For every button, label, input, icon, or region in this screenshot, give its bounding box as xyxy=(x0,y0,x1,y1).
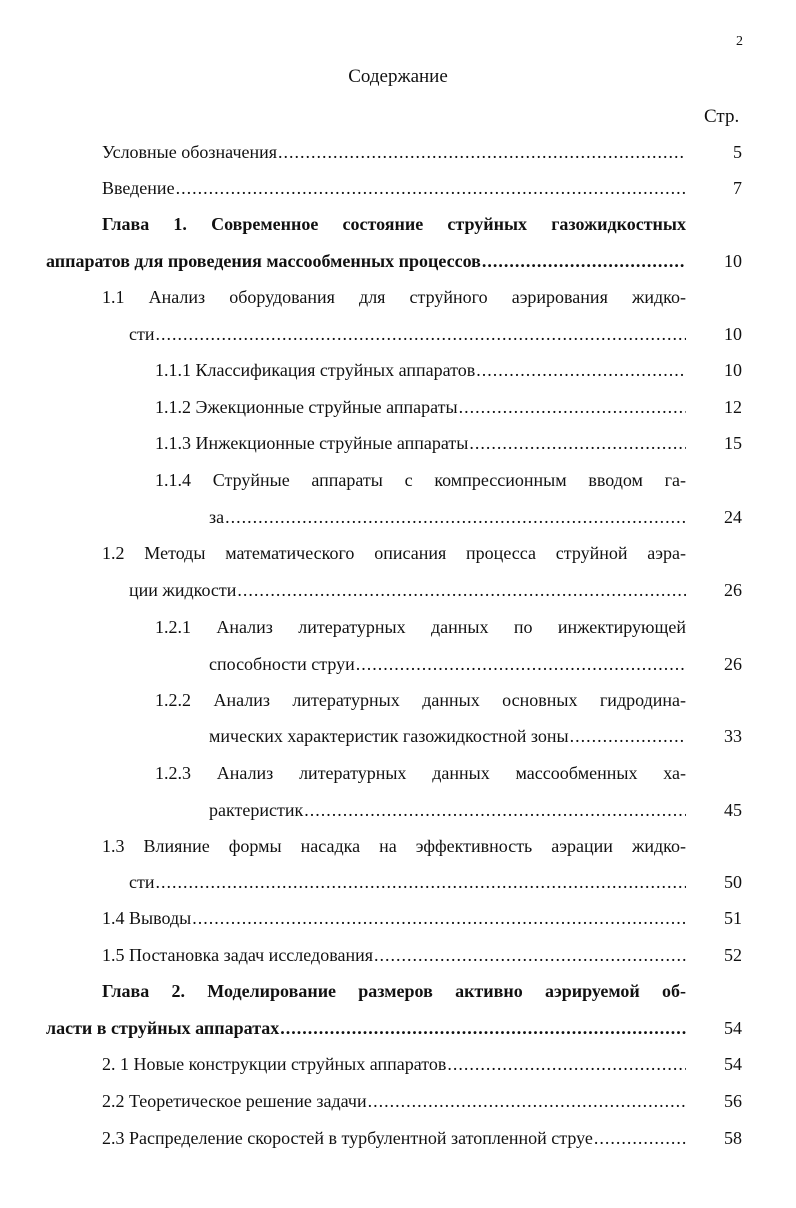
toc-page-number: 33 xyxy=(724,726,742,746)
dot-leader xyxy=(482,250,686,272)
toc-entry-line xyxy=(155,689,686,711)
toc-entry-text: 2.2 Теоретическое решение задачи xyxy=(102,1091,367,1111)
toc-entry-text: 1.2.3 Анализ литературных данных массообменных ха- xyxy=(155,763,686,783)
toc-entry-text: Глава 1. Современное состояние струйных газожидкостных xyxy=(102,214,686,234)
dot-leader xyxy=(570,725,686,747)
toc-entry-text: 2. 1 Новые конструкции струйных аппаратов xyxy=(102,1054,447,1074)
dot-leader xyxy=(594,1127,686,1149)
toc-entry-text: 1.3 Влияние формы насадка на эффективность аэрации жидко- xyxy=(102,836,686,856)
toc-entry-line xyxy=(155,762,686,784)
toc-entry-text: 2.3 Распределение скоростей в турбулентной затопленной струе xyxy=(102,1128,593,1148)
page-number: 2 xyxy=(736,34,743,49)
toc-entry-text: рактеристик xyxy=(209,800,304,820)
dot-leader xyxy=(237,579,686,601)
toc-page-number: 12 xyxy=(724,397,742,417)
dot-leader xyxy=(192,907,686,929)
dot-leader xyxy=(156,871,687,893)
toc-page-number: 51 xyxy=(724,908,742,928)
toc-entry-last-line xyxy=(209,506,686,528)
toc-entry-last-line xyxy=(102,141,686,163)
toc-entry-text: способности струи xyxy=(209,654,355,674)
toc-entry-text: 1.2.1 Анализ литературных данных по инжектирующей xyxy=(155,617,686,637)
toc-page-number: 26 xyxy=(724,654,742,674)
toc-page-number: 58 xyxy=(724,1128,742,1148)
dot-leader xyxy=(156,323,687,345)
toc-entry-text: 1.1.3 Инжекционные струйные аппараты xyxy=(155,433,469,453)
toc-entry-text: за xyxy=(209,507,225,527)
toc-entry-line xyxy=(102,980,686,1002)
toc-entry-text: Введение xyxy=(102,178,175,198)
toc-page-number: 54 xyxy=(724,1054,742,1074)
toc-page-number: 10 xyxy=(724,251,742,271)
page-column-label: Стр. xyxy=(704,106,740,127)
toc-entry-last-line xyxy=(129,871,686,893)
dot-leader xyxy=(368,1090,686,1112)
toc-entry-last-line xyxy=(102,177,686,199)
toc-entry-last-line xyxy=(209,653,686,675)
dot-leader xyxy=(225,506,686,528)
dot-leader xyxy=(476,359,686,381)
dot-leader xyxy=(374,944,686,966)
toc-entry-line xyxy=(102,286,686,308)
dot-leader xyxy=(447,1053,686,1075)
toc-entry-line xyxy=(102,835,686,857)
toc-page-number: 24 xyxy=(724,507,742,527)
toc-entry-text: 1.1 Анализ оборудования для струйного аэрирования жидко- xyxy=(102,287,686,307)
toc-entry-last-line xyxy=(102,1053,686,1075)
toc-page-number: 10 xyxy=(724,360,742,380)
dot-leader xyxy=(280,1017,686,1039)
toc-page-number: 7 xyxy=(733,178,742,198)
toc-entry-line xyxy=(102,542,686,564)
toc-page-number: 54 xyxy=(724,1018,742,1038)
dot-leader xyxy=(304,799,686,821)
toc-entry-last-line xyxy=(129,323,686,345)
toc-entry-line xyxy=(102,213,686,235)
toc-entry-last-line xyxy=(46,1017,686,1039)
toc-entry-last-line xyxy=(102,1090,686,1112)
toc-entry-last-line xyxy=(46,250,686,272)
dot-leader xyxy=(356,653,686,675)
toc-entry-last-line xyxy=(102,1127,686,1149)
toc-entry-last-line xyxy=(209,725,686,747)
dot-leader xyxy=(278,141,686,163)
toc-page-number: 56 xyxy=(724,1091,742,1111)
toc-entry-text: сти xyxy=(129,872,155,892)
toc-page-number: 50 xyxy=(724,872,742,892)
toc-entry-text: 1.2 Методы математического описания процесса струйной аэра- xyxy=(102,543,686,563)
toc-entry-last-line xyxy=(155,359,686,381)
toc-entry-text: ции жидкости xyxy=(129,580,237,600)
toc-entry-last-line xyxy=(155,396,686,418)
toc-entry-last-line xyxy=(102,907,686,929)
toc-page-number: 52 xyxy=(724,945,742,965)
toc-entry-last-line xyxy=(102,944,686,966)
toc-entry-text: 1.2.2 Анализ литературных данных основных гидродина- xyxy=(155,690,686,710)
toc-entry-last-line xyxy=(129,579,686,601)
toc-entry-line xyxy=(155,469,686,491)
page-title: Содержание xyxy=(348,66,448,87)
dot-leader xyxy=(176,177,686,199)
toc-entry-text: 1.1.2 Эжекционные струйные аппараты xyxy=(155,397,458,417)
toc-entry-last-line xyxy=(209,799,686,821)
toc-entry-text: 1.1.1 Классификация струйных аппаратов xyxy=(155,360,476,380)
toc-entry-text: сти xyxy=(129,324,155,344)
dot-leader xyxy=(459,396,686,418)
dot-leader xyxy=(469,432,686,454)
toc-entry-line xyxy=(155,616,686,638)
toc-entry-text: 1.4 Выводы xyxy=(102,908,192,928)
toc-entry-text: аппаратов для проведения массообменных процессов xyxy=(46,251,481,271)
toc-entry-text: Глава 2. Моделирование размеров активно аэрируемой об- xyxy=(102,981,686,1001)
toc-entry-text: Условные обозначения xyxy=(102,142,278,162)
toc-page-number: 45 xyxy=(724,800,742,820)
toc-entry-text: 1.5 Постановка задач исследования xyxy=(102,945,373,965)
toc-entry-last-line xyxy=(155,432,686,454)
toc-entry-text: ласти в струйных аппаратах xyxy=(46,1018,280,1038)
toc-page-number: 26 xyxy=(724,580,742,600)
toc-entry-text: 1.1.4 Струйные аппараты с компрессионным вводом га- xyxy=(155,470,686,490)
toc-entry-text: мических характеристик газожидкостной зоны xyxy=(209,726,569,746)
toc-page-number: 5 xyxy=(733,142,742,162)
toc-page-number: 15 xyxy=(724,433,742,453)
toc-page-number: 10 xyxy=(724,324,742,344)
